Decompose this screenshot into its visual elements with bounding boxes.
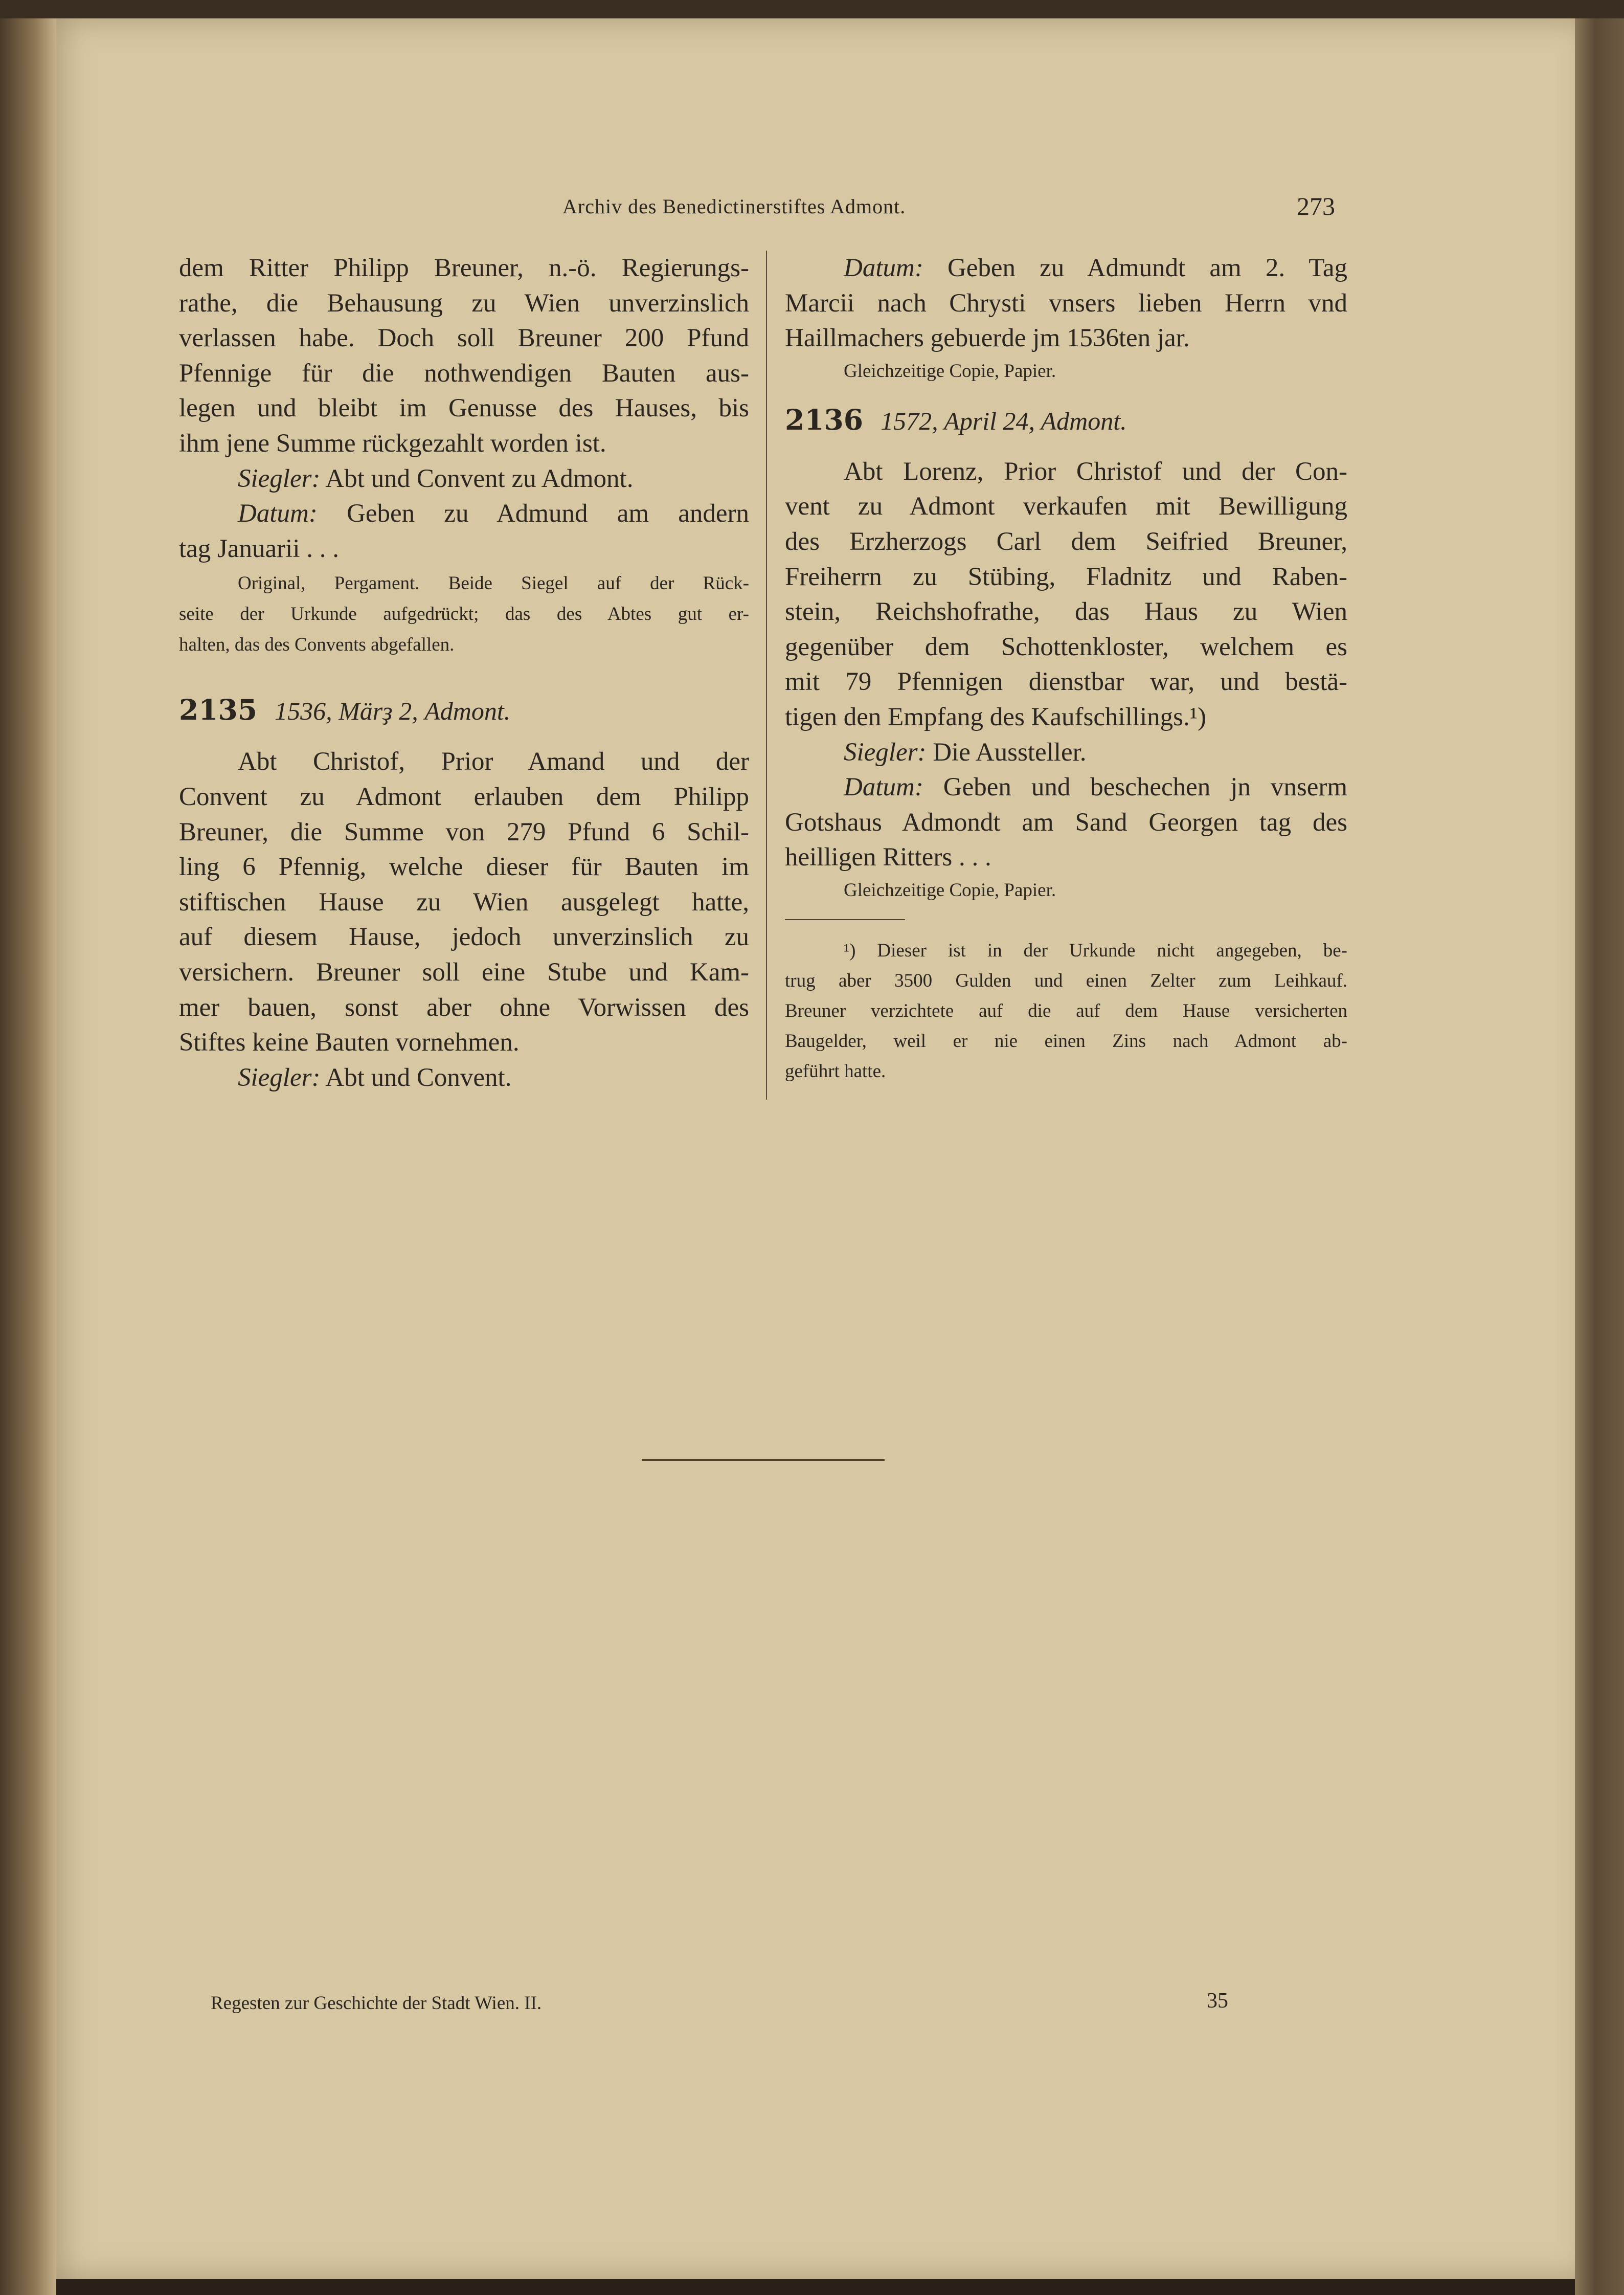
note-line: Original, Pergament. Beide Siegel auf der Rück- — [238, 573, 749, 594]
text-line: Abt Christof, Prior Amand und der — [238, 747, 749, 776]
text-line: tag Januarii . . . — [179, 534, 339, 563]
datum-line — [179, 496, 749, 531]
siegler-label: Siegler: — [238, 464, 321, 493]
entry-heading — [785, 402, 1347, 439]
text-line: Marcii nach Chrysti vnsers lieben Herrn vnd — [785, 288, 1347, 318]
siegler-text: Die Aussteller. — [933, 738, 1087, 767]
datum-line — [785, 251, 1347, 286]
text-line: versichern. Breuner soll eine Stube und Kam- — [179, 957, 749, 987]
text-line: auf diesem Hause, jedoch unverzinslich zu — [179, 923, 749, 952]
text-line: Abt Lorenz, Prior Christof und der Con- — [844, 457, 1347, 486]
datum-block — [785, 251, 1347, 356]
archival-note: Gleichzeitige Copie, Papier. — [844, 360, 1056, 382]
footnote-line: Baugelder, weil er nie einen Zins nach Admont ab- — [785, 1030, 1347, 1052]
note-line: halten, das des Convents abgefallen. — [179, 634, 455, 656]
datum-label: Datum: — [844, 254, 923, 282]
text-line: heilligen Ritters . . . — [785, 843, 991, 872]
book-spine-shadow — [0, 18, 56, 2295]
footnote — [785, 935, 1347, 1086]
siegler-label: Siegler: — [844, 738, 927, 767]
footnote-line: geführt hatte. — [785, 1060, 886, 1082]
entry-date: 1572, April 24, Admont. — [881, 406, 1127, 435]
footnote-rule — [785, 919, 905, 920]
continuation-text — [179, 251, 749, 566]
text-line: dem Ritter Philipp Breuner, n.-ö. Regierungs- — [179, 254, 749, 282]
text-line: Gotshaus Admondt am Sand Georgen tag des — [785, 808, 1347, 837]
text-line: stein, Reichshofrathe, das Haus zu Wien — [785, 597, 1347, 627]
text-line: tigen den Empfang des Kaufschillings.¹) — [785, 702, 1207, 731]
text-line: vent zu Admont verkaufen mit Bewilligung — [785, 492, 1347, 521]
entry-number: 2135 — [179, 693, 258, 727]
running-title: Archiv des Benedictinerstiftes Admont. — [562, 195, 906, 218]
section-end-rule — [642, 1459, 885, 1461]
text-line: Pfennige für die nothwendigen Bauten aus- — [179, 359, 749, 388]
siegler-line — [785, 735, 1347, 770]
footnote-line: Breuner verzichtete auf die auf dem Hause versicherten — [785, 1000, 1347, 1021]
left-column — [179, 251, 749, 1095]
text-line: des Erzherzogs Carl dem Seifried Breuner, — [785, 527, 1347, 556]
text-line: Convent zu Admont erlauben dem Philipp — [179, 782, 749, 811]
siegler-label: Siegler: — [238, 1063, 321, 1092]
text-line: ling 6 Pfennig, welche dieser für Bauten im — [179, 853, 749, 882]
text-line: legen und bleibt im Genusse des Hauses, bis — [179, 394, 749, 423]
datum-label: Datum: — [844, 773, 923, 802]
text-line: ihm jene Summe rückgezahlt worden ist. — [179, 429, 606, 458]
datum-line — [785, 770, 1347, 805]
text-line: mit 79 Pfennigen dienstbar war, und bestä- — [785, 667, 1347, 697]
text-line: gegenüber dem Schottenkloster, welchem es — [785, 632, 1347, 661]
right-column — [785, 251, 1347, 1086]
text-line: Haillmachers gebuerde jm 1536ten jar. — [785, 324, 1190, 353]
text-line: rathe, die Behausung zu Wien unverzinslich — [179, 288, 749, 318]
page-edge-stack — [1575, 18, 1624, 2295]
text-line: Breuner, die Summe von 279 Pfund 6 Schil- — [179, 817, 749, 846]
entry-body — [785, 454, 1347, 875]
page-number: 273 — [1297, 192, 1335, 220]
footer-signature-title: Regesten zur Geschichte der Stadt Wien. II. — [211, 1993, 542, 2014]
text-line: stiftischen Hause zu Wien ausgelegt hatte, — [179, 887, 749, 917]
entry-number: 2136 — [785, 403, 864, 436]
siegler-text: Abt und Convent. — [325, 1063, 512, 1092]
column-divider — [766, 251, 767, 1100]
note-line: seite der Urkunde aufgedrückt; das des Abtes gut er- — [179, 604, 749, 625]
datum-text: Geben und beschechen jn vnserm — [943, 773, 1348, 802]
datum-label: Datum: — [238, 499, 318, 528]
siegler-line — [179, 1060, 749, 1096]
scan-top-edge — [0, 0, 1624, 18]
entry-body — [179, 744, 749, 1095]
footnote-line: ¹) Dieser ist in der Urkunde nicht angegeben, be- — [844, 940, 1347, 961]
siegler-text: Abt und Convent zu Admont. — [325, 464, 634, 493]
text-line: Stiftes keine Bauten vornehmen. — [179, 1028, 520, 1057]
text-line: verlassen habe. Doch soll Breuner 200 Pfund — [179, 324, 749, 353]
archival-note — [179, 568, 749, 660]
text-line: Freiherrn zu Stübing, Fladnitz und Raben- — [785, 562, 1347, 591]
siegler-line — [179, 461, 749, 497]
footer-signature-number: 35 — [1207, 1989, 1228, 2013]
text-line: mer bauen, sonst aber ohne Vorwissen des — [179, 993, 749, 1022]
entry-heading — [179, 692, 749, 729]
footnote-line: trug aber 3500 Gulden und einen Zelter zum Leihkauf. — [785, 970, 1347, 991]
entry-date: 1536, Märҙ 2, Admont. — [275, 697, 511, 726]
archival-note: Gleichzeitige Copie, Papier. — [844, 879, 1056, 901]
datum-text: Geben zu Admundt am 2. Tag — [947, 254, 1347, 282]
datum-text: Geben zu Admund am andern — [347, 499, 749, 528]
